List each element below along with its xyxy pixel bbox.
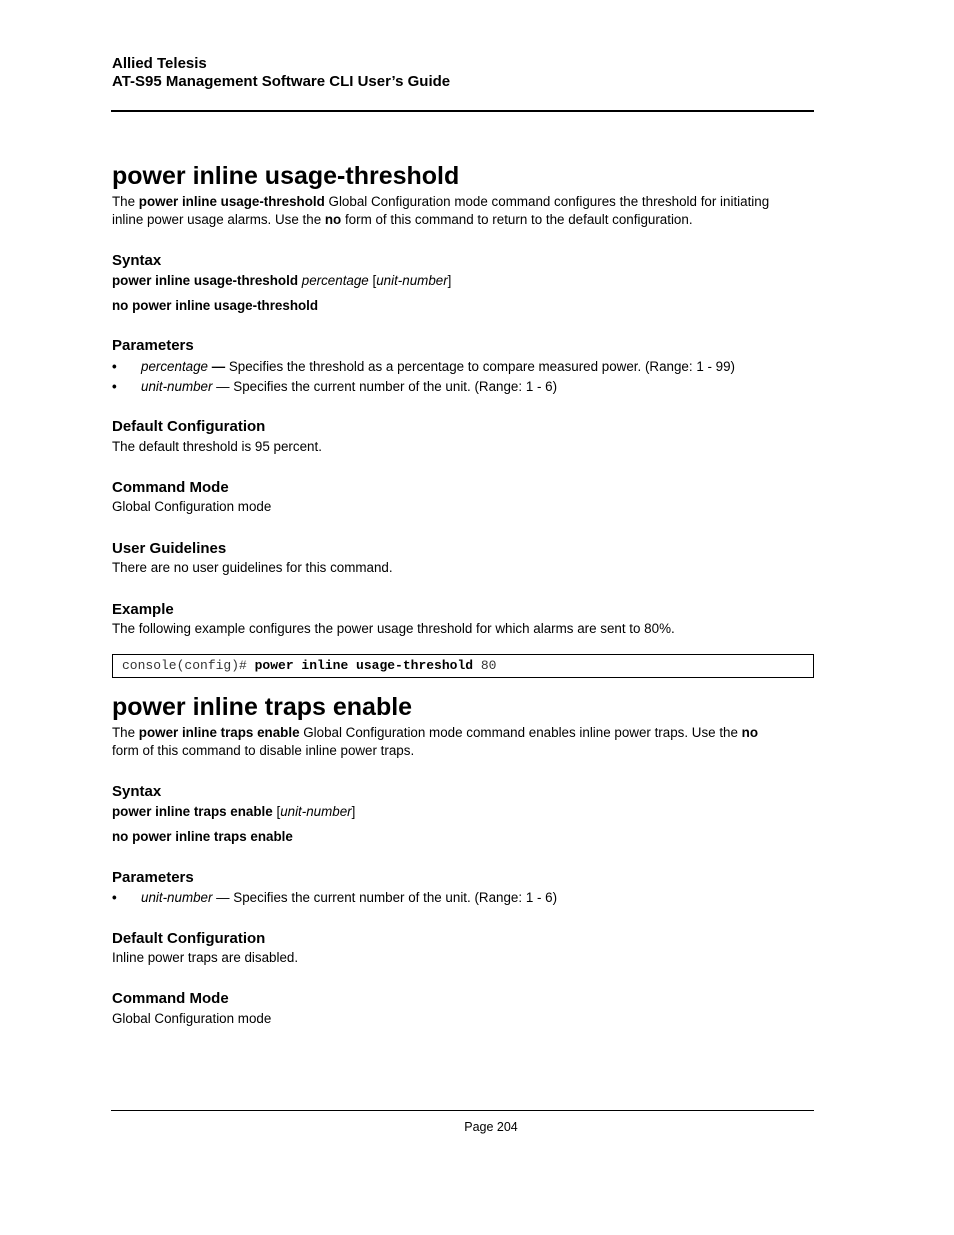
command-mode-heading: Command Mode xyxy=(112,479,229,496)
section-title-usage-threshold: power inline usage-threshold xyxy=(112,162,460,190)
parameters-heading: Parameters xyxy=(112,869,194,886)
company-name: Allied Telesis xyxy=(112,55,207,72)
header-rule xyxy=(111,110,814,112)
command-mode-text: Global Configuration mode xyxy=(112,499,272,514)
intro-paragraph: The power inline usage-threshold Global Configuration mode command configures the threshold for initiating inline power usage alarms. Use the no form of this command to return to the default configuration. xyxy=(112,194,770,227)
user-guidelines-heading: User Guidelines xyxy=(112,540,227,557)
example-text: The following example configures the power usage threshold for which alarms are sent to 80%. xyxy=(112,621,675,636)
bullet-icon: • xyxy=(112,890,117,905)
code-example: console(config)# power inline usage-threshold 80 xyxy=(112,654,814,678)
syntax-no-form: no power inline traps enable xyxy=(112,829,293,844)
parameters-heading: Parameters xyxy=(112,337,194,354)
command-mode-heading: Command Mode xyxy=(112,990,229,1007)
default-config-heading: Default Configuration xyxy=(112,418,266,435)
command-mode-text: Global Configuration mode xyxy=(112,1011,272,1026)
syntax-line: power inline traps enable [unit-number] xyxy=(112,804,356,819)
user-guidelines-text: There are no user guidelines for this command. xyxy=(112,560,393,575)
footer-rule xyxy=(111,1110,814,1111)
syntax-heading: Syntax xyxy=(112,783,162,800)
page-number: Page 204 xyxy=(464,1120,518,1134)
default-config-heading: Default Configuration xyxy=(112,930,266,947)
syntax-line: power inline usage-threshold percentage [unit-number] xyxy=(112,273,452,288)
syntax-heading: Syntax xyxy=(112,252,162,269)
default-config-text: The default threshold is 95 percent. xyxy=(112,439,322,454)
bullet-icon: • xyxy=(112,359,117,374)
bullet-icon: • xyxy=(112,379,117,394)
syntax-no-form: no power inline usage-threshold xyxy=(112,298,319,313)
default-config-text: Inline power traps are disabled. xyxy=(112,950,299,965)
guide-title: AT-S95 Management Software CLI User’s Guide xyxy=(112,73,451,90)
section-title-traps-enable: power inline traps enable xyxy=(112,693,413,721)
intro-paragraph: The power inline traps enable Global Configuration mode command enables inline power traps. Use the no form of this command to disable inline power traps. xyxy=(112,725,759,758)
example-heading: Example xyxy=(112,601,174,618)
